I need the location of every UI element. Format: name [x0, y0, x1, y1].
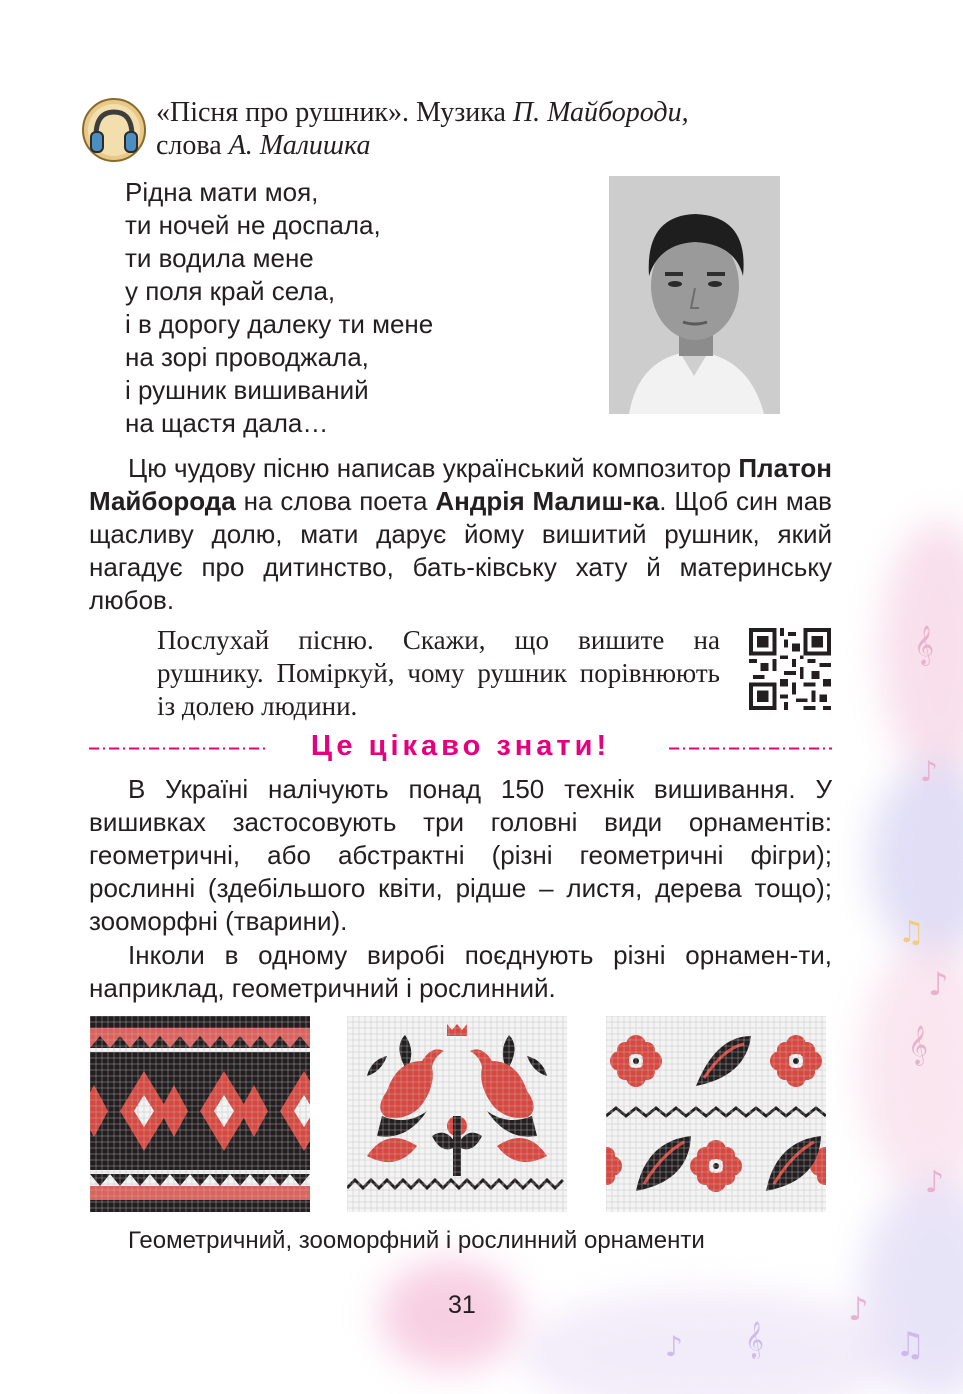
- poem-line: на зорі проводжала,: [125, 342, 369, 372]
- zoomorphic-ornament: [347, 1016, 567, 1212]
- interest-paragraph-2: Інколи в одному виробі поєднують різні орнамен-ти, наприклад, геометричний і рослинний.: [89, 940, 832, 1003]
- music-note-icon: 𝄞: [745, 1320, 764, 1358]
- music-note-icon: ♫: [895, 1325, 926, 1365]
- music-note-icon: ♪: [665, 1330, 683, 1363]
- composer-portrait: [609, 176, 780, 414]
- composer-full-name: Платон Майборода: [89, 453, 832, 516]
- poem-line: ти водила мене: [125, 243, 314, 273]
- poem: [125, 176, 433, 440]
- music-note-icon: 𝄞: [908, 1025, 929, 1065]
- lyricist-name: А. Малишка: [228, 130, 371, 161]
- poem-line: і рушник вишиваний: [125, 375, 369, 405]
- music-note-icon: ♫: [898, 915, 925, 950]
- intro-text: Цю чудову пісню написав український композитор: [128, 453, 732, 483]
- composer-name: П. Майбороди,: [512, 97, 689, 128]
- poem-line: ти ночей не доспала,: [125, 210, 381, 240]
- music-note-icon: ♪: [848, 1290, 869, 1328]
- song-title: «Пісня про рушник».: [156, 97, 410, 128]
- caption-text: Геометричний, зооморфний і рослинний орнаменти: [128, 1227, 705, 1254]
- poem-line: у поля край села,: [125, 276, 336, 306]
- song-reference: [156, 96, 689, 162]
- headphones-icon[interactable]: [82, 98, 146, 162]
- qr-code[interactable]: [749, 628, 831, 710]
- music-note-icon: ♪: [925, 1165, 945, 1200]
- interest-title: Це цікаво знати!: [310, 730, 611, 762]
- poet-full-name: Андрія Малиш-ка: [435, 486, 660, 516]
- music-note-icon: 𝄞: [914, 625, 935, 665]
- intro-text: . Щоб син мав щасливу долю, мати дарує йому вишитий рушник, який нагадує про дитинство, бать-ківську хату й материнську любов.: [89, 486, 832, 615]
- task-text: Послухай пісню. Скажи, що вишите на рушнику. Поміркуй, чому рушник порівнюють із долею людини.: [157, 625, 720, 721]
- decorative-dash-line: [669, 747, 832, 750]
- intro-text: на слова поета: [243, 486, 428, 516]
- music-note-icon: ♪: [920, 755, 938, 788]
- music-note-icon: ♪: [928, 965, 949, 1003]
- page-number: 31: [448, 1291, 476, 1319]
- music-label: Музика: [416, 97, 506, 128]
- interest-heading: [89, 730, 832, 766]
- poem-line: Рідна мати моя,: [125, 177, 319, 207]
- poem-line: і в дорогу далеку ти мене: [125, 309, 434, 339]
- figure-caption: [89, 1226, 879, 1256]
- geometric-ornament: [90, 1016, 310, 1212]
- intro-paragraph: [89, 452, 832, 617]
- interest-paragraph-1: В Україні налічують понад 150 технік вишивання. У вишивках застосовують три головні види орнаментів: геометричні, або абстрактні (різні геометричні фігри); рослинні (здебільшого квіти, рідше – листя, дерева тощо); зооморфні (тварини).: [89, 774, 832, 936]
- lyrics-label: слова: [156, 130, 222, 161]
- listen-heading: [82, 96, 862, 166]
- poem-line: на щастя дала…: [125, 408, 329, 438]
- floral-ornament: [606, 1016, 826, 1212]
- watercolor-decoration: [520, 1290, 900, 1394]
